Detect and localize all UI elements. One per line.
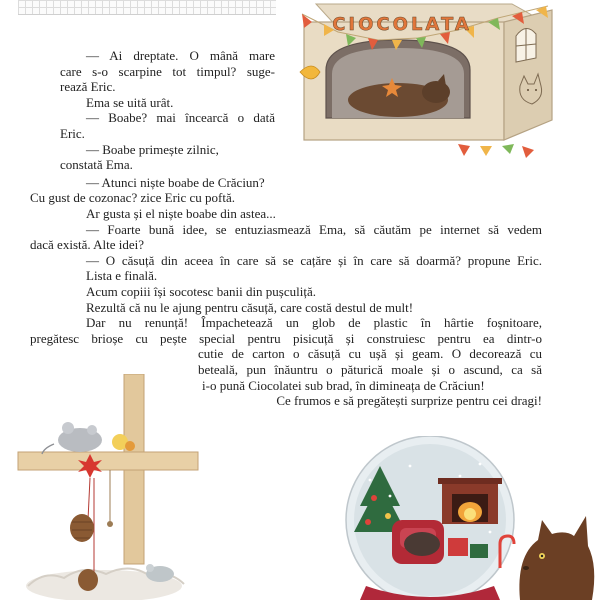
- text-line: — Boabe primește zilnic,: [86, 141, 219, 157]
- wooden-cross-illustration: [14, 374, 204, 600]
- snow-globe-illustration: [330, 436, 600, 600]
- notebook-paper-strip: [18, 0, 276, 15]
- text-line: Rezultă că nu le ajung pentru căsuță, care costă destul de mult!: [86, 299, 414, 315]
- text-line: — Boabe? mai încearcă o dată: [86, 110, 275, 126]
- text-line: cutie de carton o căsuță cu ușă și geam. O decorează cu: [198, 346, 542, 362]
- text-line: — Atunci niște boabe de Crăciun?: [86, 174, 265, 190]
- text-line: Lista e finală.: [86, 268, 158, 284]
- text-line: dacă există. Alte idei?: [30, 237, 145, 253]
- text-line: care s-o scarpine tot timpul? suge-: [60, 63, 275, 79]
- text-line: Acum copiii își socotesc banii din pușculiță.: [86, 283, 316, 299]
- text-line: pregătesc brioșe cu pește special pentru pisicuță și construiesc pentru ea dintr-o: [30, 330, 542, 346]
- house-sign-text: CIOCOLATA: [332, 14, 472, 35]
- text-line: beteală, pun înăuntru o păturică moale și o ascund, ca să: [198, 361, 542, 377]
- text-column-narrow: [60, 48, 275, 173]
- text-line: i-o pună Ciocolatei sub brad, în dimineața de Crăciun!: [202, 377, 485, 393]
- text-line: rează Eric.: [60, 79, 116, 95]
- text-line: Ar gusta și el niște boabe din astea...: [86, 205, 276, 221]
- text-column-full: [30, 175, 542, 347]
- text-line: — O căsuță din aceea în care să se cațăre și în care să doarmă? propune Eric.: [86, 252, 542, 268]
- cardboard-house-illustration: [298, 0, 564, 160]
- text-column-right: [198, 346, 542, 408]
- text-line: Cu gust de cozonac? zice Eric cu poftă.: [30, 190, 236, 206]
- text-line: Ce frumos e să pregătești surprize pentru cei dragi!: [276, 393, 542, 409]
- text-line: — Ai dreptate. O mână mare: [86, 48, 275, 63]
- text-line: Ema se uită urât.: [86, 94, 174, 110]
- text-line: constată Ema.: [60, 157, 133, 173]
- text-line: Dar nu renunță! Împachetează un glob de plastic în hârtie foșnitoare,: [86, 315, 542, 331]
- text-line: Eric.: [60, 125, 85, 141]
- text-line: — Foarte bună idee, se entuziasmează Ema, să căutăm pe internet să vedem: [86, 221, 542, 237]
